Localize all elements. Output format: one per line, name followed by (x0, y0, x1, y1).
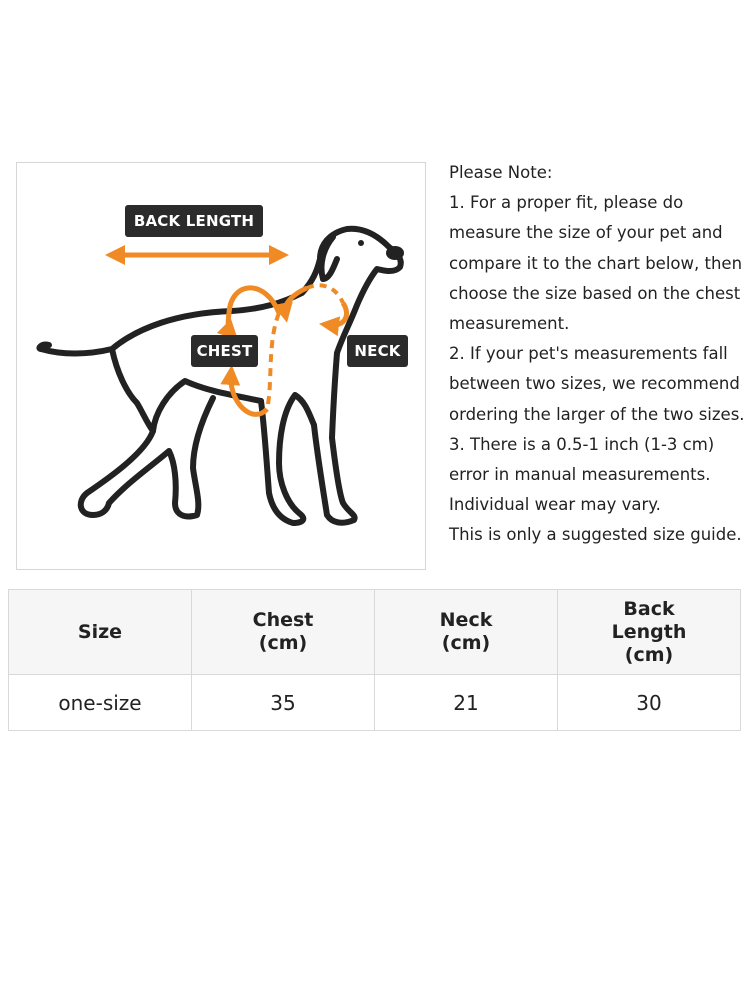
note-line: between two sizes, we recommend (449, 374, 740, 394)
cell-neck: 21 (375, 675, 558, 731)
cell-chest: 35 (192, 675, 375, 731)
note-line: compare it to the chart below, then (449, 253, 743, 273)
header-chest: Chest (cm) (192, 590, 375, 675)
chest-label: CHEST (191, 335, 258, 367)
note-line: measure the size of your pet and (449, 223, 723, 243)
measurement-diagram (16, 162, 426, 570)
note-line: Individual wear may vary. (449, 495, 661, 515)
header-neck: Neck (cm) (375, 590, 558, 675)
note-line: 1. For a proper fit, please do (449, 193, 684, 213)
header-back-length: Back Length (cm) (558, 590, 741, 675)
note-line: choose the size based on the chest (449, 283, 741, 303)
neck-label: NECK (347, 335, 408, 367)
back-length-label: BACK LENGTH (125, 205, 263, 237)
note-line: 2. If your pet's measurements fall (449, 344, 728, 364)
note-line: ordering the larger of the two sizes. (449, 404, 745, 424)
note-line: measurement. (449, 314, 570, 334)
size-chart-table (8, 589, 741, 731)
note-line: This is only a suggested size guide. (449, 525, 742, 545)
note-line: Please Note: (449, 163, 553, 182)
cell-size: one-size (9, 675, 192, 731)
table-header-row (9, 590, 741, 675)
header-size: Size (9, 590, 192, 675)
note-line: 3. There is a 0.5-1 inch (1-3 cm) (449, 434, 715, 454)
note-line: error in manual measurements. (449, 465, 711, 485)
cell-back-length: 30 (558, 675, 741, 731)
table-row (9, 675, 741, 731)
size-notes (449, 158, 749, 551)
